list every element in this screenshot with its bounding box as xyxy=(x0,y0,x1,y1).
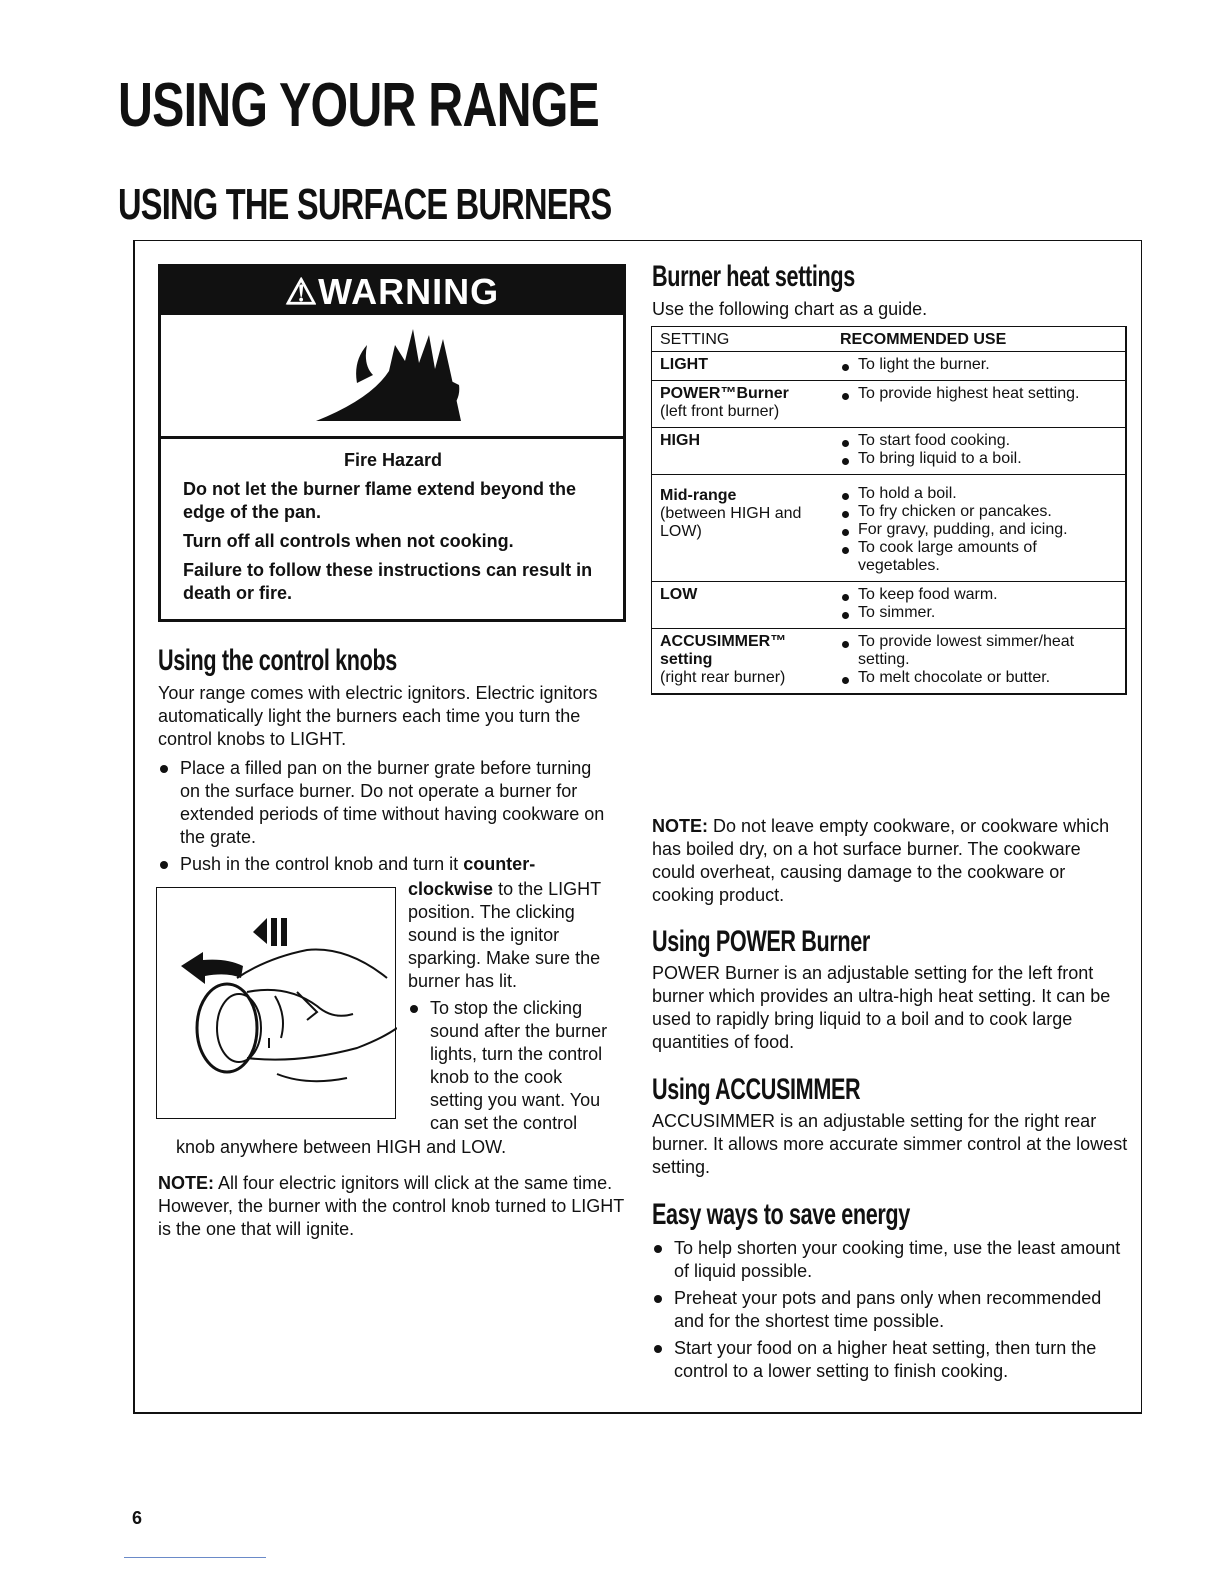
use-item: For gravy, pudding, and icing. xyxy=(840,521,1119,539)
control-knobs-intro: Your range comes with electric ignitors. Electric ignitors automatically light the burners each time you turn the control knobs to LIGHT. xyxy=(158,683,598,749)
setting-sub: (between HIGH and LOW) xyxy=(660,505,802,540)
heat-settings-table xyxy=(651,326,1127,695)
bullet-text: to the LIGHT position. The clicking sound is the ignitor sparking. Make sure the burner has lit. xyxy=(408,879,601,991)
setting-cell xyxy=(660,385,840,421)
setting-sub: (right rear burner) xyxy=(660,669,786,686)
control-knob-illustration xyxy=(157,888,397,1120)
control-knobs-bullets xyxy=(158,757,608,880)
list-item: To stop the clicking sound after the burner lights, turn the control knob to the cook setting you want. You can set the control xyxy=(408,997,618,1135)
table-row xyxy=(652,629,1125,693)
use-item: To melt chocolate or butter. xyxy=(840,669,1119,687)
table-row xyxy=(652,428,1125,475)
accusimmer-heading: Using ACCUSIMMER xyxy=(652,1073,861,1106)
note-label: NOTE: xyxy=(652,816,708,836)
setting-name: HIGH xyxy=(660,432,700,449)
use-item: To bring liquid to a boil. xyxy=(840,450,1119,468)
setting-uses xyxy=(840,385,1119,421)
setting-cell xyxy=(660,633,840,687)
setting-name: LOW xyxy=(660,586,698,603)
section-title: USING THE SURFACE BURNERS xyxy=(118,180,612,229)
setting-name: LIGHT xyxy=(660,356,708,373)
bullet-bold: counter- xyxy=(463,854,536,874)
table-header xyxy=(652,327,1125,352)
column-header: SETTING xyxy=(660,331,730,348)
knob-illustration-box xyxy=(156,887,396,1119)
energy-heading: Easy ways to save energy xyxy=(652,1198,910,1231)
setting-uses xyxy=(840,633,1119,687)
setting-name: ACCUSIMMER™ setting xyxy=(660,633,787,668)
use-item: To light the burner. xyxy=(840,356,1119,374)
setting-cell xyxy=(660,479,840,575)
use-item: To simmer. xyxy=(840,604,1119,622)
list-item xyxy=(158,853,608,876)
warning-line: Turn off all controls when not cooking. xyxy=(183,531,514,551)
power-burner-heading: Using POWER Burner xyxy=(652,925,870,958)
warning-header: ⚠WARNING xyxy=(161,267,623,315)
note-label: NOTE: xyxy=(158,1173,214,1193)
note-text: Do not leave empty cookware, or cookware which has boiled dry, on a hot surface burner. The cookware could overheat, causing damage to the cookware or cooking product. xyxy=(652,816,1110,905)
use-item: To cook large amounts of vegetables. xyxy=(840,539,1119,575)
table-row xyxy=(652,352,1125,381)
use-item: To provide lowest simmer/heat setting. xyxy=(840,633,1119,669)
use-item: To provide highest heat setting. xyxy=(840,385,1119,403)
warning-line: Failure to follow these instructions can result in death or fire. xyxy=(183,560,593,603)
warning-text xyxy=(183,449,603,611)
list-item: To help shorten your cooking time, use the least amount of liquid possible. xyxy=(652,1237,1122,1283)
knob-box-right-edge xyxy=(395,887,396,1119)
list-item: Start your food on a higher heat setting, then turn the control to a lower setting to finish cooking. xyxy=(652,1337,1122,1383)
setting-name: Mid-range xyxy=(660,487,737,504)
use-item: To start food cooking. xyxy=(840,432,1119,450)
table-row xyxy=(652,475,1125,582)
note-text: All four electric ignitors will click at the same time. However, the burner with the control knob turned to LIGHT is the one that will ignite. xyxy=(158,1173,624,1239)
use-item: To hold a boil. xyxy=(840,485,1119,503)
setting-sub: (left front burner) xyxy=(660,403,780,420)
fire-hazard-icon xyxy=(161,315,629,436)
frame-divider xyxy=(1141,240,1142,1414)
footer-line xyxy=(124,1557,266,1558)
list-item: Place a filled pan on the burner grate before turning on the surface burner. Do not operate a burner for extended periods of time without having cookware on the grate. xyxy=(158,757,608,849)
heat-settings-heading: Burner heat settings xyxy=(652,260,855,293)
power-burner-text: POWER Burner is an adjustable setting for the left front burner which provides an ultra-high heat setting. It can be used to rapidly bring liquid to a boil and to cook large quantities of food. xyxy=(652,963,1111,1052)
table-row xyxy=(652,381,1125,428)
setting-uses xyxy=(840,432,1119,468)
use-item: To fry chicken or pancakes. xyxy=(840,503,1119,521)
column-header: RECOMMENDED USE xyxy=(840,331,1007,348)
knob-tail-text: knob anywhere between HIGH and LOW. xyxy=(176,1137,507,1157)
page-number: 6 xyxy=(132,1508,143,1528)
heat-settings-intro: Use the following chart as a guide. xyxy=(652,299,928,319)
setting-uses xyxy=(840,586,1119,622)
setting-uses xyxy=(840,356,1119,374)
warning-hazard: Fire Hazard xyxy=(343,450,443,470)
bullet-bold: clockwise xyxy=(408,879,494,899)
knob-side-text xyxy=(408,878,618,1139)
use-item: To keep food warm. xyxy=(840,586,1119,604)
warning-icon-area xyxy=(161,315,623,439)
heat-settings-note xyxy=(652,815,1122,907)
setting-uses xyxy=(840,479,1119,575)
setting-name: POWER™Burner xyxy=(660,385,789,402)
warning-box xyxy=(158,264,626,622)
page-title: USING YOUR RANGE xyxy=(118,71,600,140)
list-item: Preheat your pots and pans only when recommended and for the shortest time possible. xyxy=(652,1287,1122,1333)
control-knobs-note xyxy=(158,1172,628,1241)
bullet-text: Push in the control knob and turn it xyxy=(180,854,464,874)
control-knobs-heading: Using the control knobs xyxy=(158,644,397,677)
table-row xyxy=(652,582,1125,629)
warning-line: Do not let the burner flame extend beyond the edge of the pan. xyxy=(183,479,577,522)
energy-list xyxy=(652,1237,1122,1387)
accusimmer-text: ACCUSIMMER is an adjustable setting for the right rear burner. It allows more accurate simmer control at the lowest setting. xyxy=(652,1111,1128,1177)
